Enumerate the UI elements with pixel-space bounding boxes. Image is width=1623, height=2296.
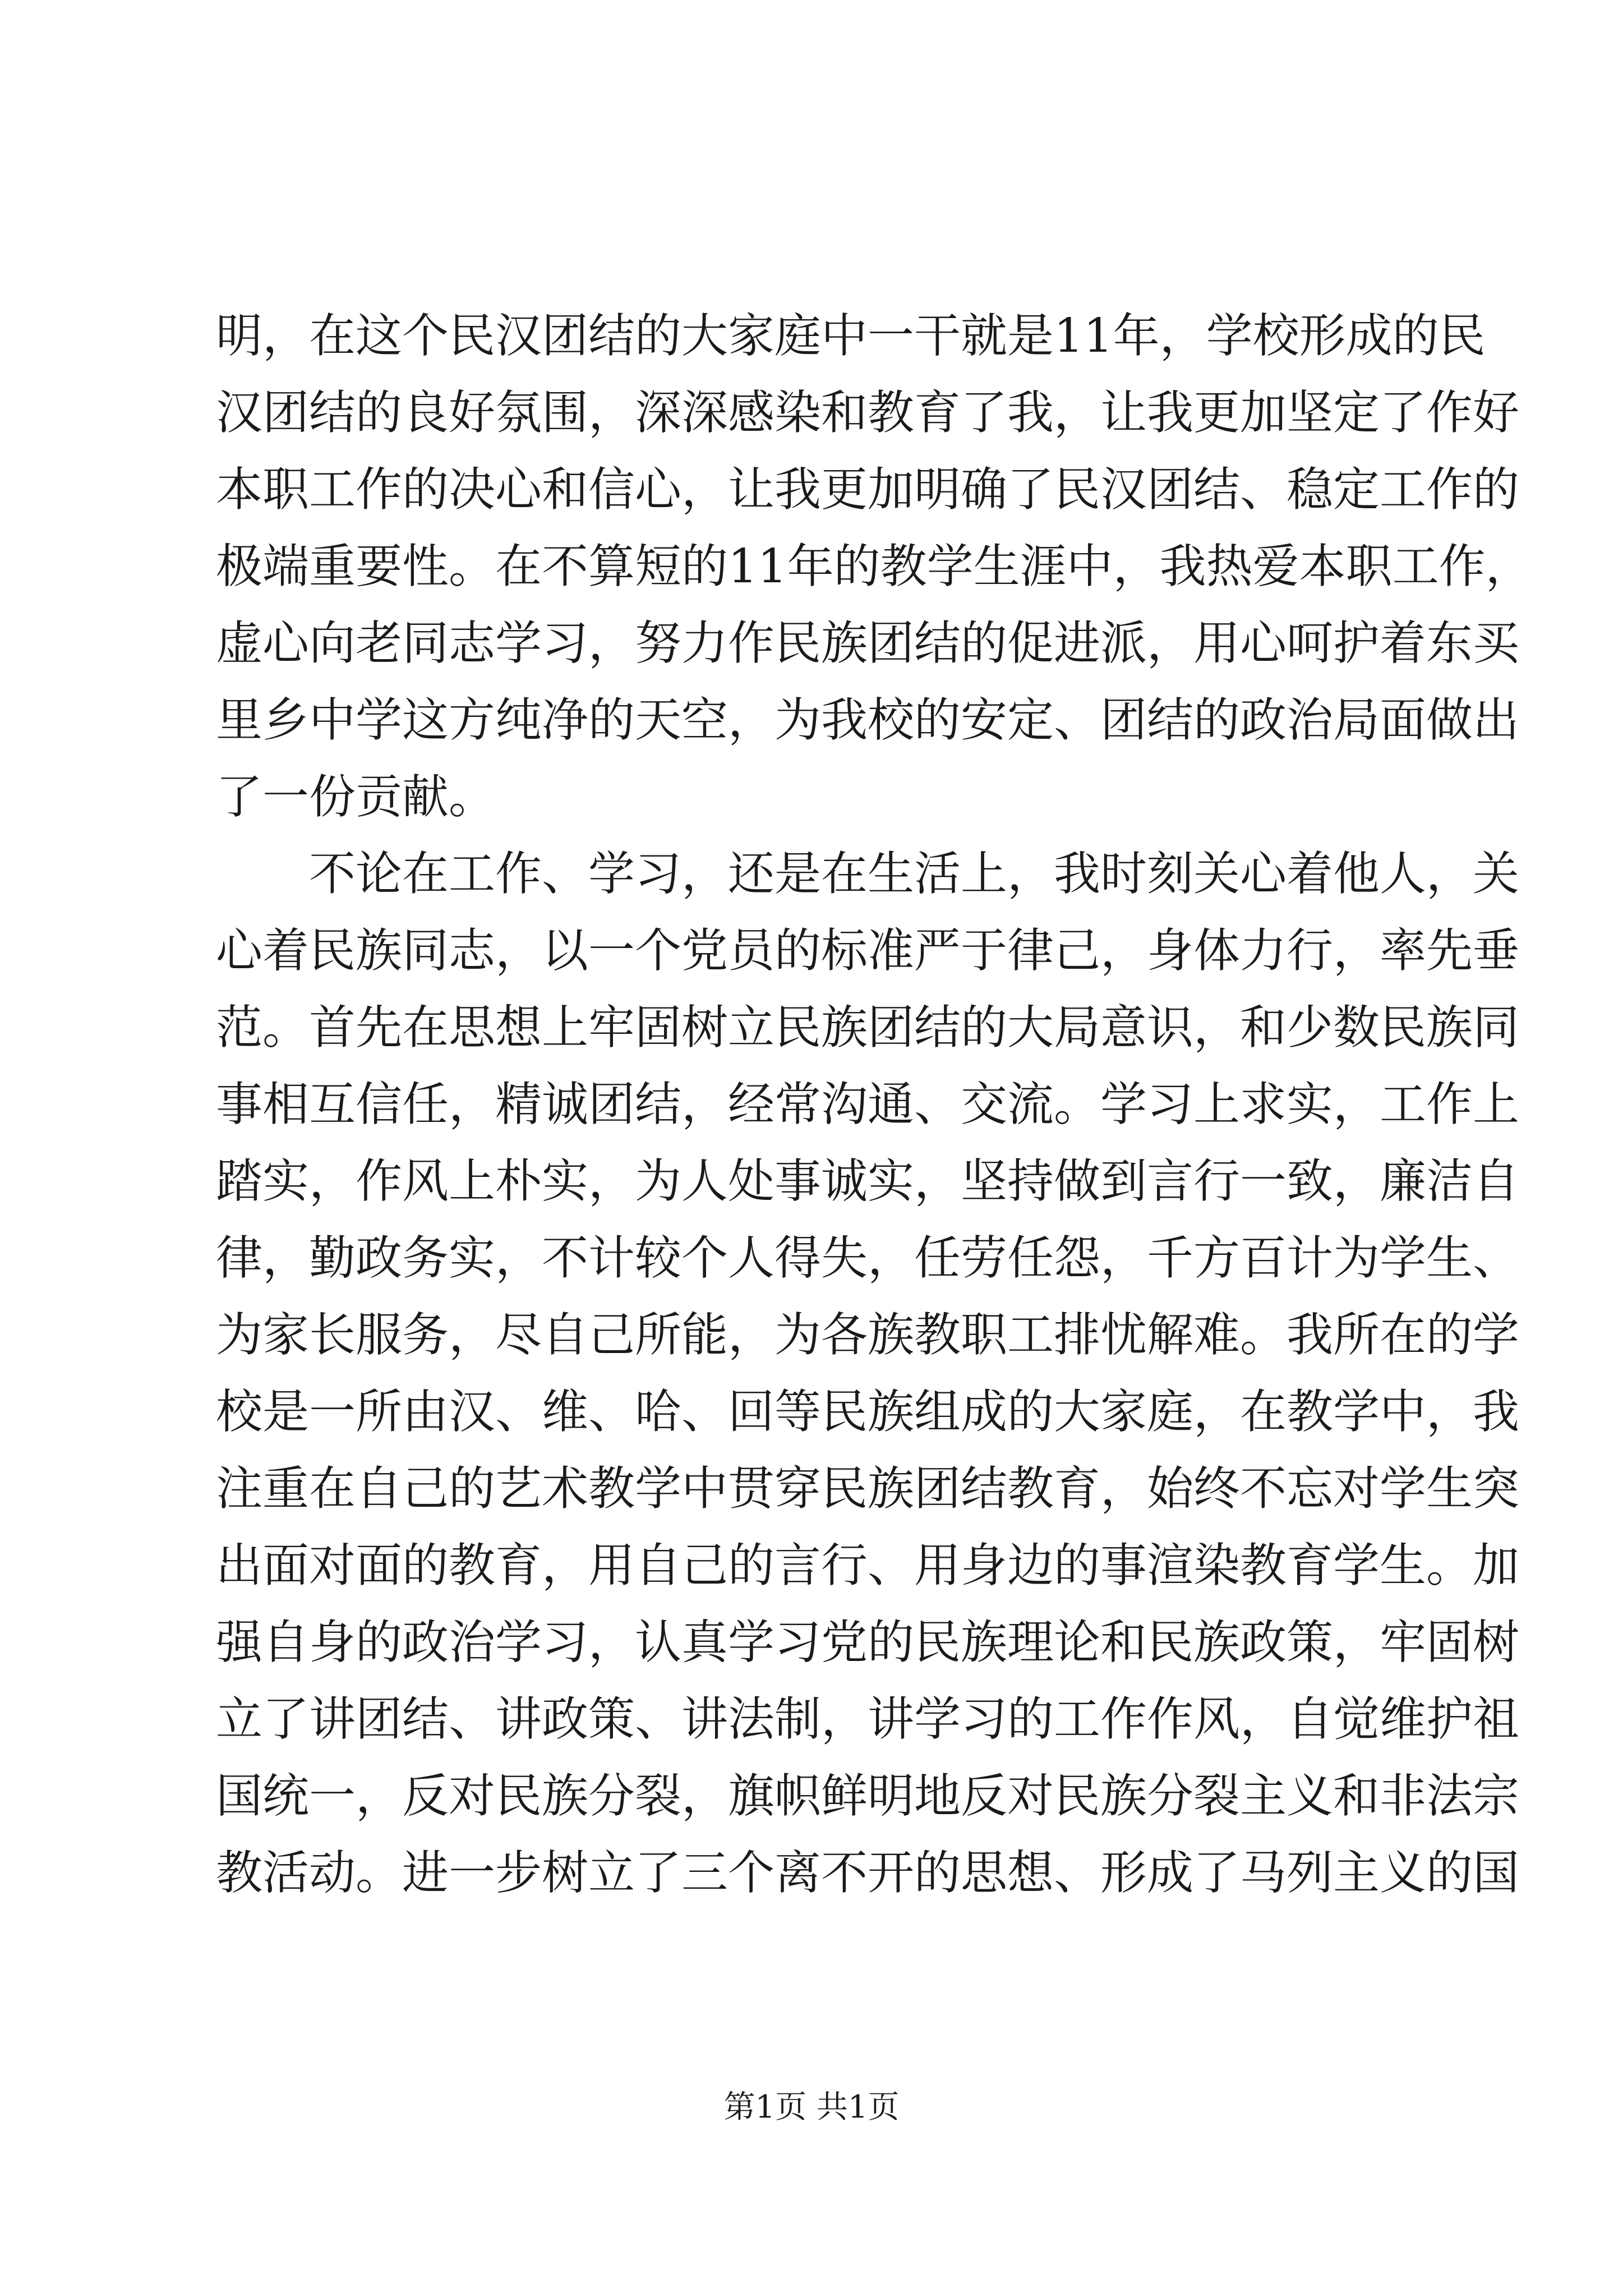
text-line: 极端重要性。在不算短的11年的教学生涯中，我热爱本职工作， [216, 539, 1532, 593]
text-line: 事相互信任，精诚团结，经常沟通、交流。学习上求实，工作上 [216, 1077, 1519, 1131]
text-line: 国统一，反对民族分裂，旗帜鲜明地反对民族分裂主义和非法宗 [216, 1769, 1519, 1823]
text-line: 心着民族同志，以一个党员的标准严于律己，身体力行，率先垂 [216, 923, 1519, 978]
text-line: 了一份贡献。 [216, 770, 495, 824]
text-line: 虚心向老同志学习，努力作民族团结的促进派，用心呵护着东买 [216, 616, 1519, 670]
text-line: 注重在自己的艺术教学中贯穿民族团结教育，始终不忘对学生突 [216, 1461, 1519, 1516]
document-body [216, 297, 1532, 1911]
text-line: 强自身的政治学习，认真学习党的民族理论和民族政策，牢固树 [216, 1615, 1519, 1669]
text-line: 本职工作的决心和信心，让我更加明确了民汉团结、稳定工作的 [216, 462, 1519, 517]
paragraph-1 [216, 297, 1532, 835]
text-line: 校是一所由汉、维、哈、回等民族组成的大家庭，在教学中，我 [216, 1384, 1519, 1439]
text-line: 教活动。进一步树立了三个离不开的思想、形成了马列主义的国 [216, 1846, 1519, 1900]
text-line: 律，勤政务实，不计较个人得失，任劳任怨，千方百计为学生、 [216, 1231, 1519, 1285]
text-line: 出面对面的教育，用自己的言行、用身边的事渲染教育学生。加 [216, 1538, 1519, 1593]
text-line: 为家长服务，尽自己所能，为各族教职工排忧解难。我所在的学 [216, 1308, 1519, 1362]
text-line: 范。首先在思想上牢固树立民族团结的大局意识，和少数民族同 [216, 1000, 1519, 1055]
text-line: 立了讲团结、讲政策、讲法制，讲学习的工作作风，自觉维护祖 [216, 1692, 1519, 1746]
page-number-label: 第1页 共1页 [723, 2089, 900, 2125]
text-line: 汉团结的良好氛围，深深感染和教育了我，让我更加坚定了作好 [216, 385, 1519, 440]
text-line: 里乡中学这方纯净的天空，为我校的安定、团结的政治局面做出 [216, 693, 1519, 747]
paragraph-2 [216, 835, 1519, 1911]
page-footer [0, 2088, 1623, 2127]
text-line: 踏实，作风上朴实，为人处事诚实，坚持做到言行一致，廉洁自 [216, 1154, 1519, 1208]
text-line: 不论在工作、学习，还是在生活上，我时刻关心着他人，关 [309, 846, 1519, 901]
text-line: 明，在这个民汉团结的大家庭中一干就是11年，学校形成的民 [216, 309, 1486, 363]
